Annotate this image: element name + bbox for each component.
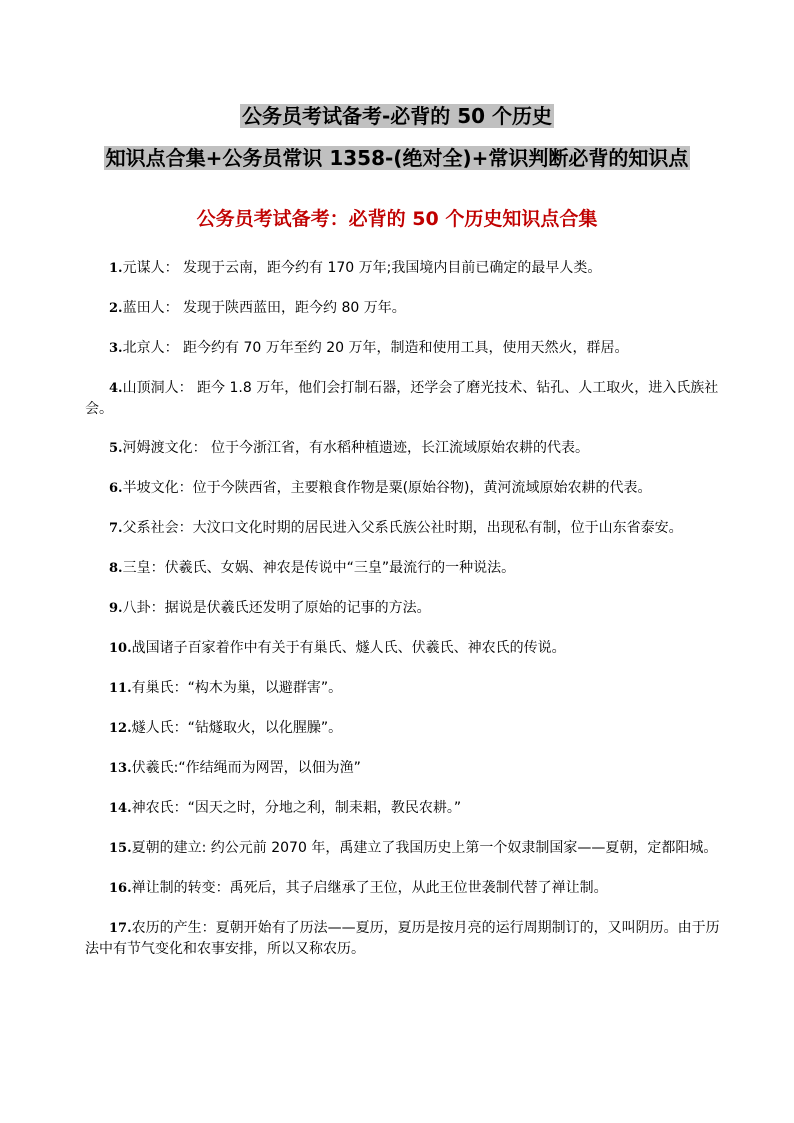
item-text: 山顶洞人： 距今 1.8 万年，他们会打制石器，还学会了磨光技术、钻孔、人工取火，进入氏族社会。: [85, 380, 719, 417]
list-item: [85, 518, 725, 539]
item-number: 1.: [109, 261, 123, 276]
item-text: 元谋人： 发现于云南，距今约有 170 万年;我国境内目前已确定的最早人类。: [122, 260, 602, 276]
list-item: [85, 918, 725, 959]
item-number: 2.: [109, 301, 123, 316]
document-title-line-1: [0, 103, 794, 129]
section-heading: 公务员考试备考：必背的 50 个历史知识点合集: [196, 208, 598, 230]
item-text: 神农氏：“因天之时，分地之利，制耒耜，教民农耕。”: [131, 800, 462, 816]
item-text: 战国诸子百家着作中有关于有巢氏、燧人氏、伏羲氏、神农氏的传说。: [131, 640, 566, 656]
list-item: [85, 378, 725, 419]
item-text: 半坡文化：位于今陕西省，主要粮食作物是粟(原始谷物)，黄河流域原始农耕的代表。: [122, 480, 652, 496]
item-number: 17.: [109, 921, 132, 936]
item-number: 16.: [109, 881, 132, 896]
list-item: [85, 258, 725, 279]
item-number: 10.: [109, 641, 132, 656]
title-line-2-text: 知识点合集+公务员常识 1358-(绝对全)+常识判断必背的知识点: [105, 146, 689, 170]
item-text: 父系社会：大汶口文化时期的居民进入父系氏族公社时期，出现私有制，位于山东省泰安。: [122, 520, 683, 536]
list-item: [85, 478, 725, 499]
item-text: 河姆渡文化： 位于今浙江省，有水稻种植遗迹，长江流域原始农耕的代表。: [122, 440, 590, 456]
list-item: [85, 798, 725, 819]
item-text: 三皇：伏羲氏、女娲、神农是传说中“三皇”最流行的一种说法。: [122, 560, 516, 576]
item-number: 4.: [109, 381, 123, 396]
list-item: [85, 678, 725, 699]
list-item: [85, 718, 725, 739]
list-item: [85, 758, 725, 779]
item-number: 7.: [109, 521, 123, 536]
list-item: [85, 638, 725, 659]
list-item: [85, 338, 725, 359]
knowledge-point-list: [85, 258, 725, 978]
item-text: 蓝田人： 发现于陕西蓝田，距今约 80 万年。: [122, 300, 406, 316]
item-number: 8.: [109, 561, 123, 576]
item-text: 农历的产生：夏朝开始有了历法——夏历，夏历是按月亮的运行周期制订的，又叫阴历。由于历法中有节气变化和农事安排，所以又称农历。: [85, 920, 720, 957]
list-item: [85, 558, 725, 579]
item-number: 14.: [109, 801, 132, 816]
item-number: 15.: [109, 841, 132, 856]
document-title-line-2: [0, 145, 794, 171]
item-text: 伏羲氏:“作结绳而为网罟，以佃为渔”: [131, 760, 361, 776]
list-item: [85, 878, 725, 899]
item-number: 3.: [109, 341, 123, 356]
item-text: 禅让制的转变：禹死后，其子启继承了王位，从此王位世袭制代替了禅让制。: [131, 880, 608, 896]
item-number: 9.: [109, 601, 123, 616]
item-text: 燧人氏：“钻燧取火，以化腥臊”。: [131, 720, 343, 736]
list-item: [85, 438, 725, 459]
item-text: 八卦：据说是伏羲氏还发明了原始的记事的方法。: [122, 600, 431, 616]
item-text: 夏朝的建立: 约公元前 2070 年，禹建立了我国历史上第一个奴隶制国家——夏朝，定都阳城。: [131, 840, 718, 856]
item-number: 13.: [109, 761, 132, 776]
item-number: 11.: [109, 681, 132, 696]
list-item: [85, 838, 725, 859]
item-number: 12.: [109, 721, 132, 736]
item-number: 5.: [109, 441, 123, 456]
item-text: 北京人： 距今约有 70 万年至约 20 万年，制造和使用工具，使用天然火，群居。: [122, 340, 629, 356]
item-text: 有巢氏：“构木为巢，以避群害”。: [131, 680, 343, 696]
list-item: [85, 298, 725, 319]
list-item: [85, 598, 725, 619]
title-line-1-text: 公务员考试备考-必背的 50 个历史: [241, 104, 553, 128]
item-number: 6.: [109, 481, 123, 496]
